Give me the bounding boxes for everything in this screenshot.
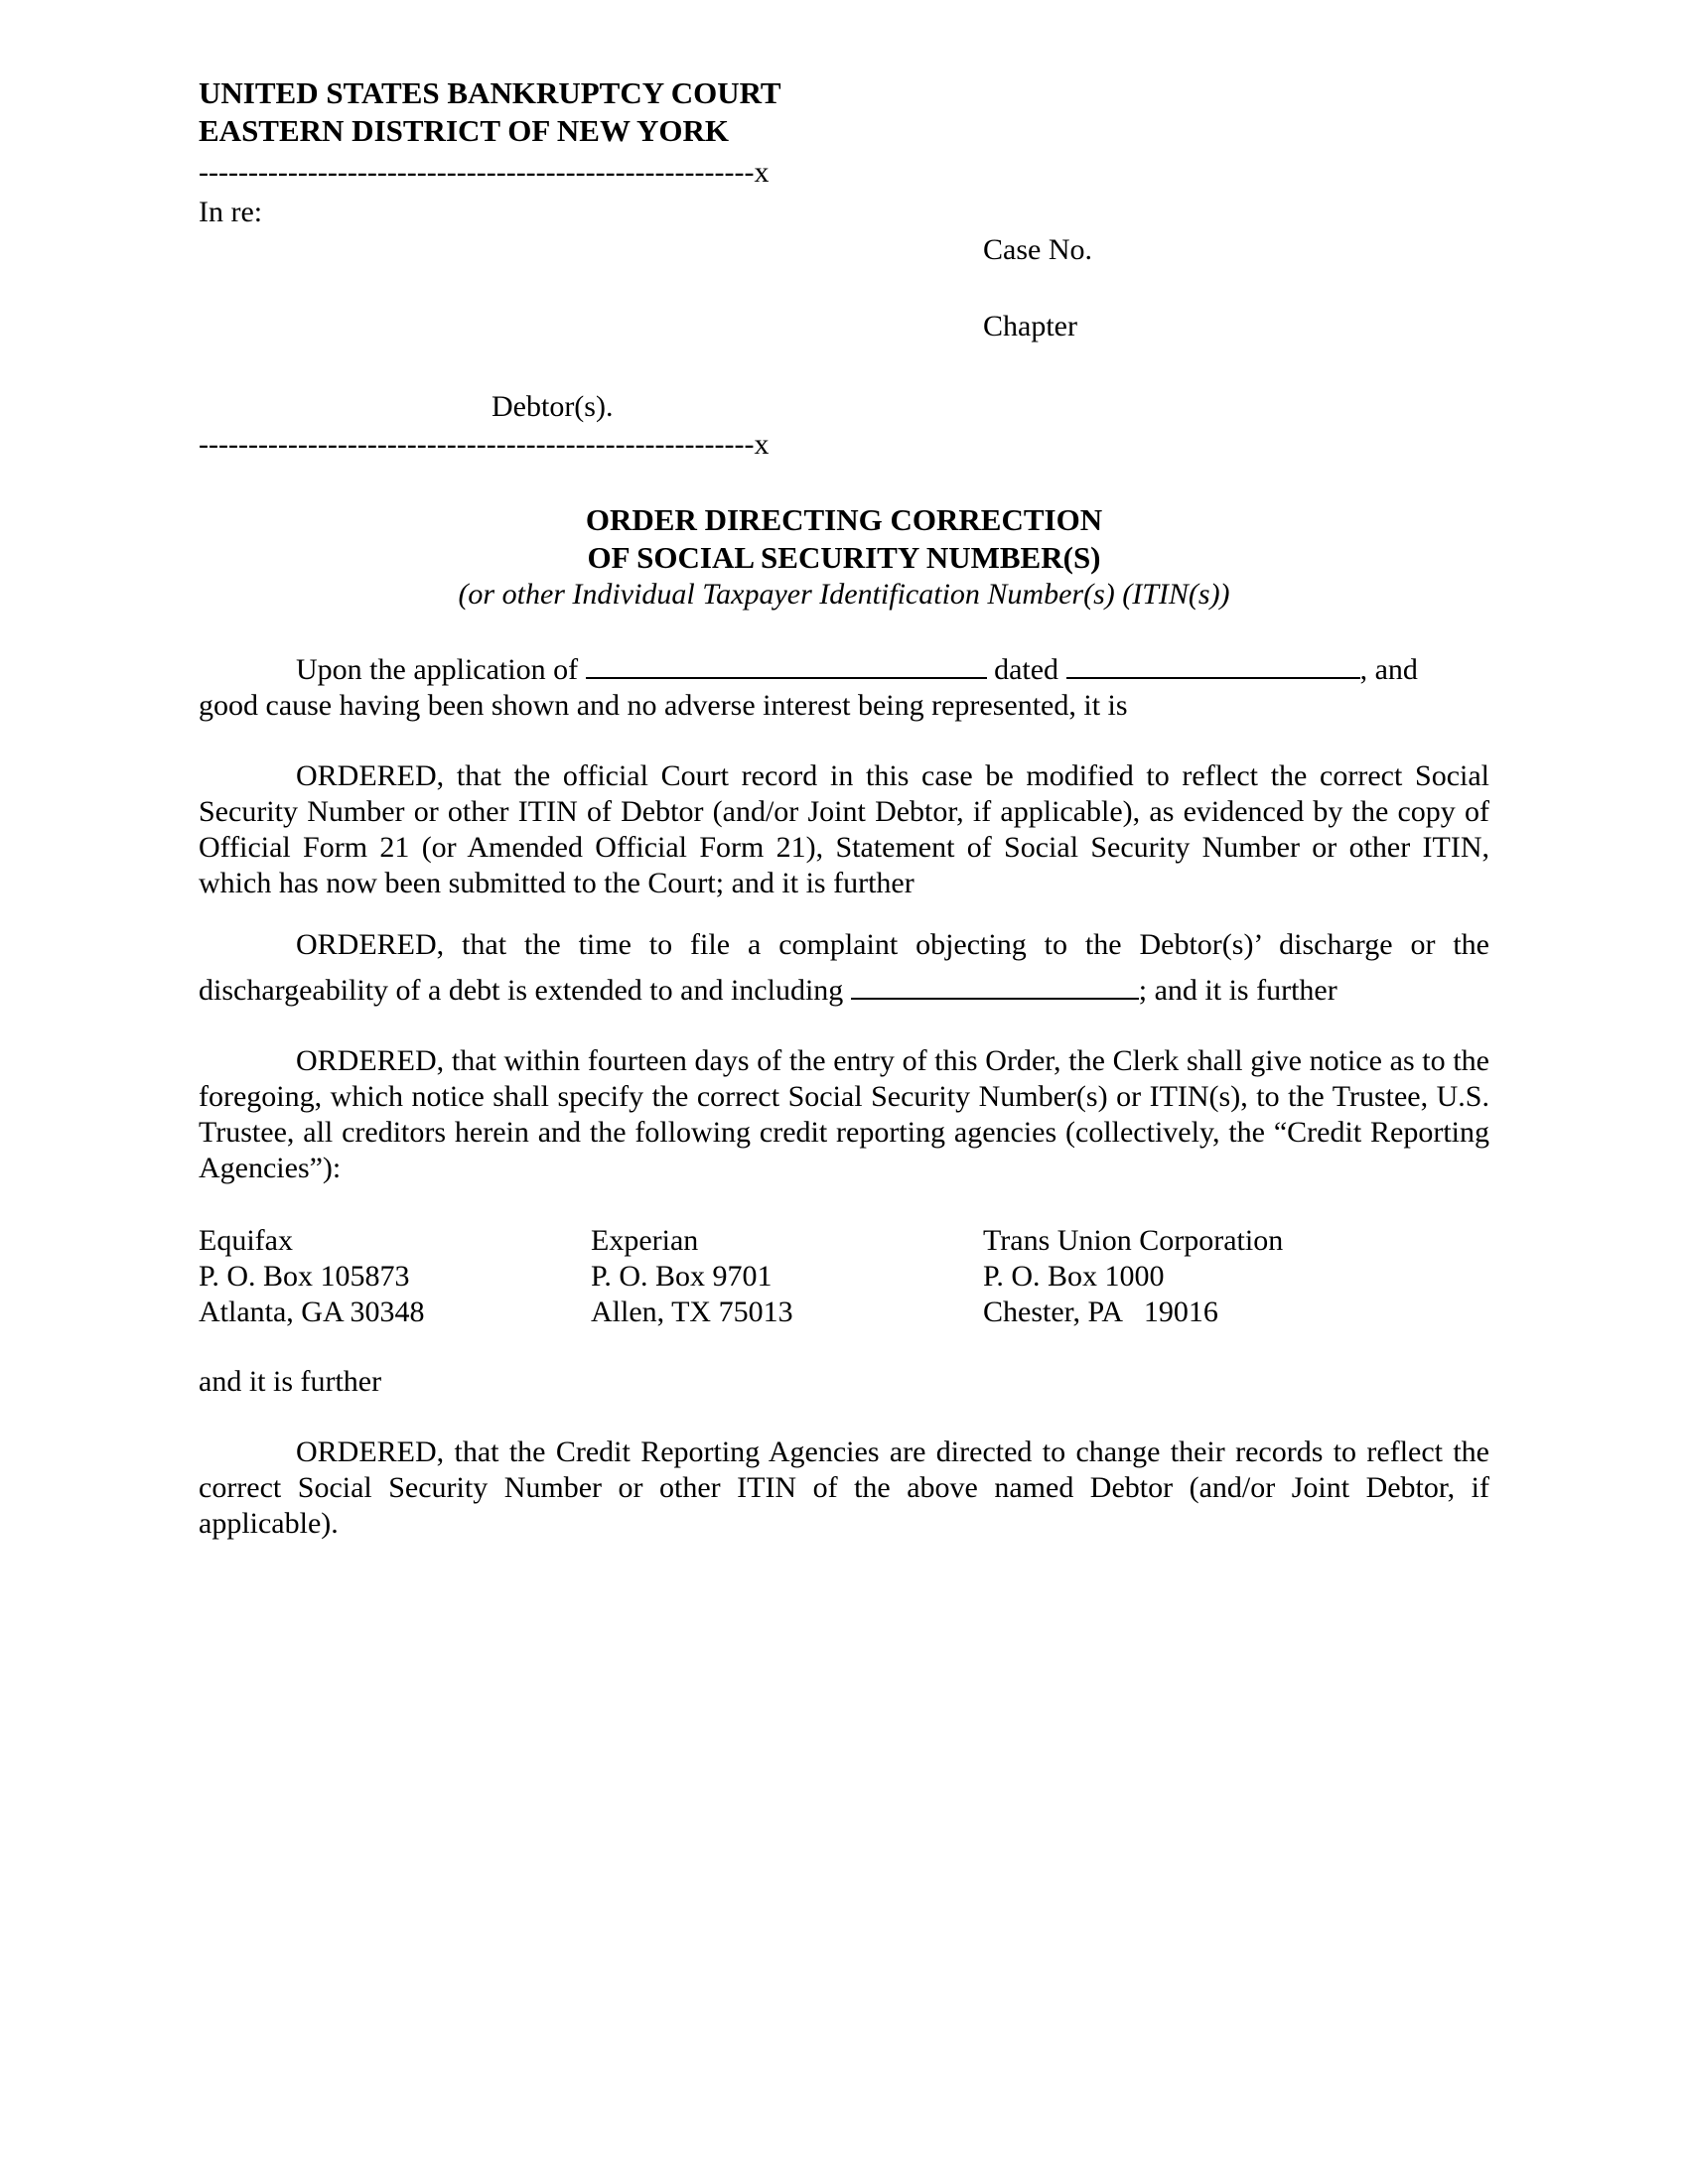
chapter-label: Chapter <box>983 310 1077 342</box>
agency-trans-union <box>983 1223 1283 1330</box>
ordered-paragraph-record: ORDERED, that the official Court record in this case be modified to reflect the correct Social Security Number or other ITIN of Debtor (and/or Joint Debtor, if applicable), as evidenced by the copy of Official Form 21 (or Amended Official Form 21), Statement of Social Security Number or other ITIN, which has now been submitted to the Court; and it is further <box>199 759 1489 899</box>
order-title-line2: OF SOCIAL SECURITY NUMBER(S) <box>587 540 1101 575</box>
case-number-label: Case No. <box>983 233 1092 266</box>
good-cause-line: good cause having been shown and no adverse interest being represented, it is <box>199 689 1128 722</box>
agency-address: P. O. Box 1000 <box>983 1260 1165 1293</box>
agency-name: Experian <box>591 1224 699 1257</box>
agency-experian <box>591 1223 793 1330</box>
agency-name: Equifax <box>199 1224 293 1257</box>
agency-name: Trans Union Corporation <box>983 1224 1284 1257</box>
debtors-label: Debtor(s). <box>492 390 614 423</box>
dated-label: dated <box>994 653 1059 686</box>
ordered-complaint-line2 <box>199 973 1337 1009</box>
in-re-label: In re: <box>199 196 263 228</box>
order-subtitle: (or other Individual Taxpayer Identification Number(s) (ITIN(s)) <box>458 578 1230 611</box>
ordered-complaint-line1: ORDERED, that the time to file a complaint objecting to the Debtor(s)’ discharge or the <box>296 928 1489 961</box>
caption-separator-bottom: --------------------------------------------------------x <box>199 428 770 461</box>
extended-prefix: dischargeability of a debt is extended to and including <box>199 974 844 1007</box>
ordered-paragraph-agencies: ORDERED, that the Credit Reporting Agencies are directed to change their records to reflect the correct Social Security Number or other ITIN of the above named Debtor (and/or Joint Debtor, if applicable). <box>199 1435 1489 1540</box>
agency-city: Allen, TX 75013 <box>591 1296 793 1328</box>
application-line <box>296 652 1418 688</box>
agency-address: P. O. Box 9701 <box>591 1260 773 1293</box>
application-suffix: , and <box>1359 653 1418 686</box>
court-district: EASTERN DISTRICT OF NEW YORK <box>199 113 730 148</box>
date-blank[interactable] <box>1066 653 1360 679</box>
ordered-paragraph-notice: ORDERED, that within fourteen days of the entry of this Order, the Clerk shall give notice as to the foregoing, which notice shall specify the correct Social Security Number(s) or ITIN(s), to the Trustee, U.S. Trustee, all creditors herein and the following credit reporting agencies (collectively, the “Credit Reporting Agencies”): <box>199 1044 1489 1184</box>
extension-date-blank[interactable] <box>851 974 1139 1000</box>
extended-suffix: ; and it is further <box>1138 974 1337 1007</box>
order-title-line1: ORDER DIRECTING CORRECTION <box>585 502 1103 537</box>
caption-separator-top: --------------------------------------------------------x <box>199 156 770 189</box>
agency-city: Atlanta, GA 30348 <box>199 1296 425 1328</box>
agency-city: Chester, PA 19016 <box>983 1296 1218 1328</box>
agency-equifax <box>199 1223 424 1330</box>
court-name: UNITED STATES BANKRUPTCY COURT <box>199 75 781 110</box>
agency-address: P. O. Box 105873 <box>199 1260 410 1293</box>
application-prefix: Upon the application of <box>296 653 579 686</box>
applicant-blank[interactable] <box>586 653 987 679</box>
and-it-is-further: and it is further <box>199 1365 382 1398</box>
